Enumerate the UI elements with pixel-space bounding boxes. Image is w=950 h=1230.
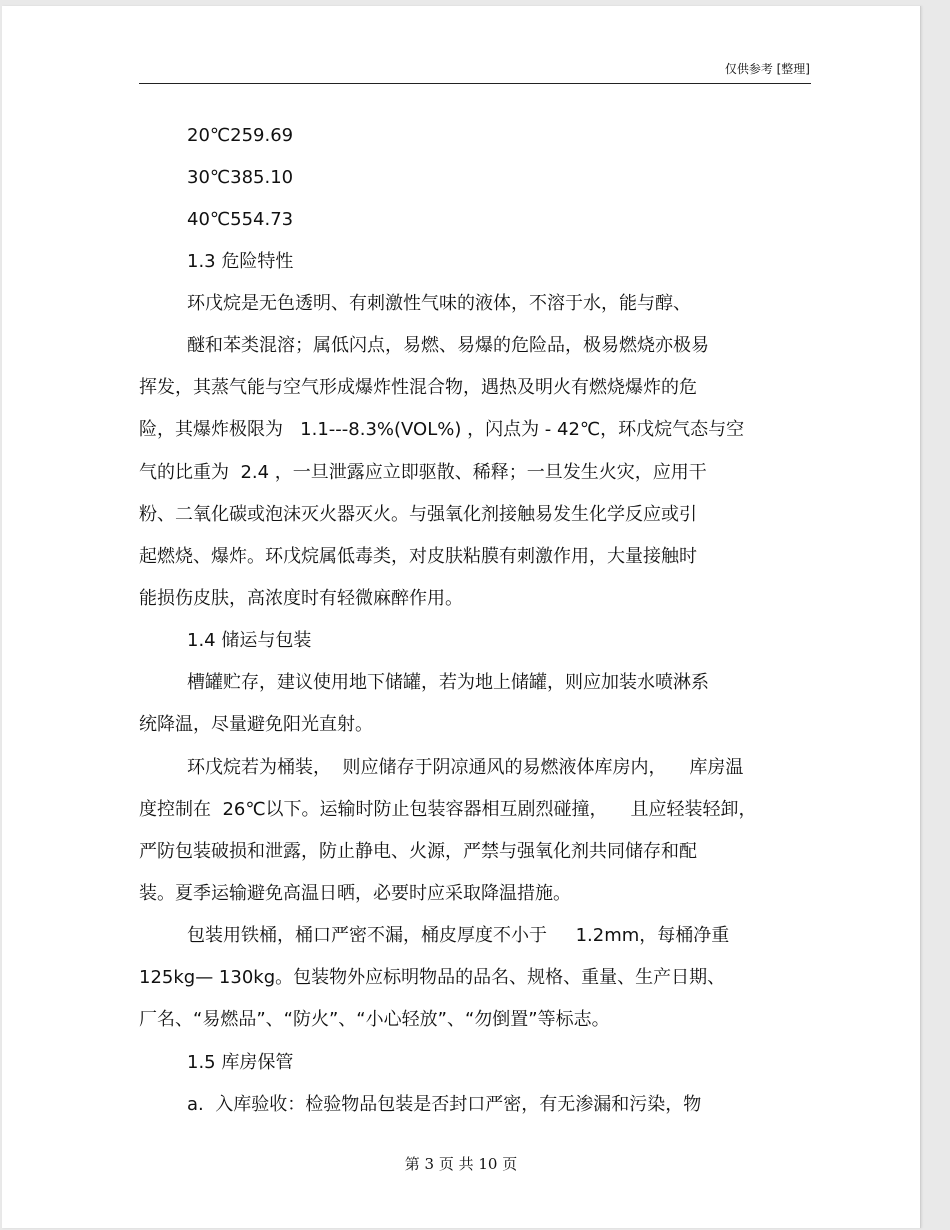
text-line: 气的比重为 2.4 ，一旦泄露应立即驱散、稀释；一旦发生火灾，应用干 bbox=[139, 462, 707, 483]
text-line: 醚和苯类混溶；属低闪点，易燃、易爆的危险品，极易燃烧亦极易 bbox=[187, 335, 709, 356]
text-line: 厂名、“易燃品”、“防火”、“小心轻放”、“勿倒置”等标志。 bbox=[139, 1009, 610, 1030]
text-line: 起燃烧、爆炸。环戊烷属低毒类，对皮肤粘膜有刺激作用，大量接触时 bbox=[139, 546, 697, 567]
text-line: 槽罐贮存，建议使用地下储罐，若为地上储罐，则应加装水喷淋系 bbox=[187, 672, 709, 693]
text-line: 能损伤皮肤，高浓度时有轻微麻醉作用。 bbox=[139, 588, 463, 609]
text-line: 挥发，其蒸气能与空气形成爆炸性混合物，遇热及明火有燃烧爆炸的危 bbox=[139, 377, 697, 398]
section-heading: 1.3 危险特性 bbox=[187, 251, 294, 272]
text-line: a. 入库验收：检验物品包装是否封口严密，有无渗漏和污染，物 bbox=[187, 1094, 702, 1115]
document-page bbox=[2, 6, 921, 1228]
header-divider bbox=[139, 83, 811, 84]
page-footer: 第 3 页 共 10 页 bbox=[404, 1155, 518, 1173]
section-heading: 1.5 库房保管 bbox=[187, 1052, 294, 1073]
text-line: 险，其爆炸极限为 1.1---8.3%(VOL%) ，闪点为 - 42℃，环戊烷气态与空 bbox=[139, 419, 745, 440]
text-line: 统降温，尽量避免阳光直射。 bbox=[139, 714, 373, 735]
page-header: 仅供参考 [整理] bbox=[724, 62, 810, 76]
text-line: 度控制在 26℃以下。运输时防止包装容器相互剧烈碰撞， 且应轻装轻卸， bbox=[139, 799, 757, 820]
text-line: 装。夏季运输避免高温日晒，必要时应采取降温措施。 bbox=[139, 883, 571, 904]
text-line: 粉、二氧化碳或泡沫灭火器灭火。与强氧化剂接触易发生化学反应或引 bbox=[139, 504, 697, 525]
text-line: 严防包装破损和泄露，防止静电、火源，严禁与强氧化剂共同储存和配 bbox=[139, 841, 697, 862]
text-line: 环戊烷若为桶装， 则应储存于阴凉通风的易燃液体库房内， 库房温 bbox=[187, 757, 744, 778]
text-line: 环戊烷是无色透明、有刺激性气味的液体，不溶于水，能与醇、 bbox=[187, 293, 691, 314]
text-line: 30℃385.10 bbox=[187, 167, 294, 188]
text-line: 125kg— 130kg。包装物外应标明物品的品名、规格、重量、生产日期、 bbox=[139, 967, 726, 988]
section-heading: 1.4 储运与包装 bbox=[187, 630, 312, 651]
text-line: 20℃259.69 bbox=[187, 125, 294, 146]
text-line: 40℃554.73 bbox=[187, 209, 294, 230]
text-line: 包装用铁桶，桶口严密不漏，桶皮厚度不小于 1.2mm，每桶净重 bbox=[187, 925, 730, 946]
